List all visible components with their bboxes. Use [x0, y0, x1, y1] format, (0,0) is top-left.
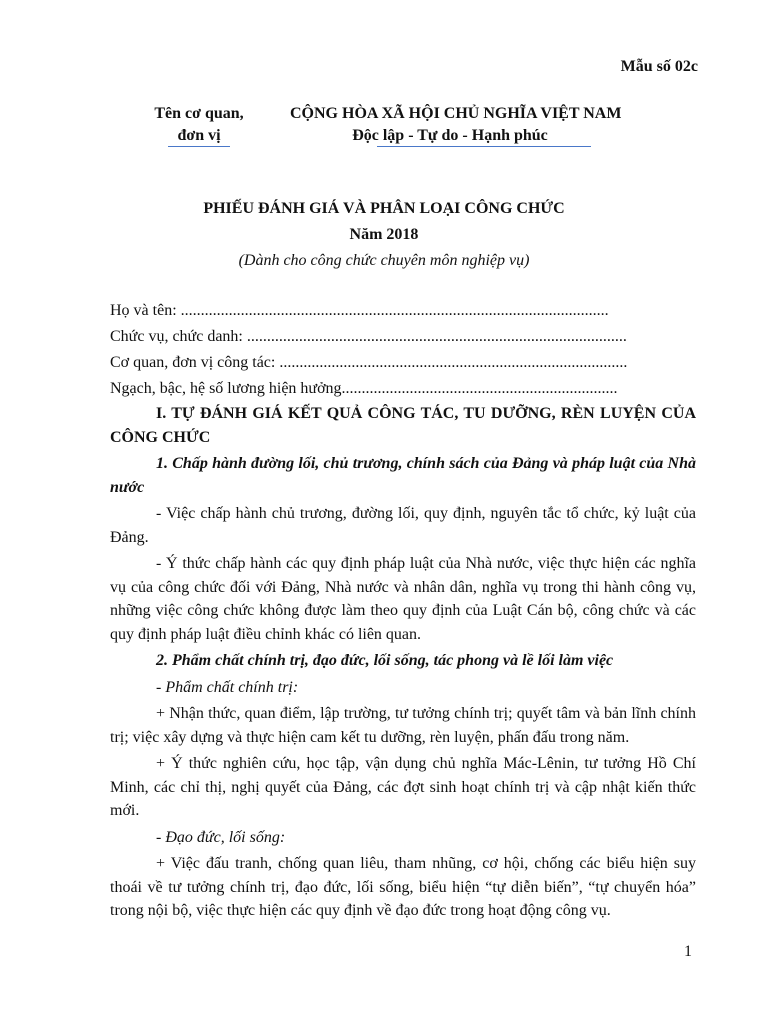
- section1-heading: I. TỰ ĐÁNH GIÁ KẾT QUẢ CÔNG TÁC, TU DƯỠNG, RÈN LUYỆN CỦA CÔNG CHỨC: [110, 405, 696, 446]
- item1-heading: 1. Chấp hành đường lối, chủ trương, chính sách của Đảng và pháp luật của Nhà nước: [110, 455, 696, 496]
- item2-heading: 2. Phẩm chất chính trị, đạo đức, lối sống, tác phong và lề lối làm việc: [156, 652, 614, 669]
- org-line-1: Tên cơ quan,: [154, 105, 244, 122]
- nation-motto: Độc lập - Tự do - Hạnh phúc: [352, 127, 548, 144]
- field-position: Chức vụ, chức danh: ...............................................................................................: [110, 328, 627, 345]
- page-number: 1: [684, 943, 692, 960]
- title-subtitle: (Dành cho công chức chuyên môn nghiệp vụ): [238, 252, 530, 269]
- title-year: Năm 2018: [349, 226, 419, 243]
- field-full-name: Họ và tên: ...........................................................................................................: [110, 302, 609, 319]
- organization-name: [130, 103, 268, 148]
- item2-paragraph-3: + Việc đấu tranh, chống quan liêu, tham nhũng, cơ hội, chống các biểu hiện suy thoái về tư tưởng chính trị, đạo đức, lối sống, biểu hiện “tự diễn biến”, “tự chuyển hóa” trong nội bộ, việc thực hiện các quy định về đạo đức trong hoạt động công vụ.: [110, 855, 696, 919]
- nation-name: CỘNG HÒA XÃ HỘI CHỦ NGHĨA VIỆT NAM: [290, 105, 622, 122]
- item2-paragraph-1: + Nhận thức, quan điểm, lập trường, tư tưởng chính trị; quyết tâm và bản lĩnh chính trị; việc xây dựng và thực hiện cam kết tu dưỡng, rèn luyện, phấn đấu trong năm.: [110, 705, 696, 746]
- item2-paragraph-2: + Ý thức nghiên cứu, học tập, vận dụng chủ nghĩa Mác-Lênin, tư tưởng Hồ Chí Minh, các chỉ thị, nghị quyết của Đảng, các đợt sinh hoạt chính trị và cập nhật kiến thức mới.: [110, 755, 696, 819]
- field-salary-grade: Ngạch, bậc, hệ số lương hiện hưởng.....................................................................: [110, 380, 618, 397]
- item1-paragraph-1: - Việc chấp hành chủ trương, đường lối, quy định, nguyên tắc tổ chức, kỷ luật của Đảng.: [110, 505, 696, 546]
- field-agency: Cơ quan, đơn vị công tác: .......................................................................................: [110, 354, 628, 371]
- title-main: PHIẾU ĐÁNH GIÁ VÀ PHÂN LOẠI CÔNG CHỨC: [203, 200, 565, 217]
- item2-subheading-1: - Phẩm chất chính trị:: [156, 678, 299, 696]
- document-title: [0, 196, 768, 274]
- item1-paragraph-2: - Ý thức chấp hành các quy định pháp luật của Nhà nước, việc thực hiện các nghĩa vụ của công chức đối với Đảng, Nhà nước và nhân dân, nghĩa vụ trong thi hành công vụ, những việc công chức không được làm theo quy định của Luật Cán bộ, công chức và các quy định pháp luật điều chỉnh khác có liên quan.: [110, 555, 696, 643]
- item2-subheading-2: - Đạo đức, lối sống:: [156, 828, 286, 846]
- motto-underline: [377, 146, 591, 147]
- form-code: Mẫu số 02c: [620, 58, 698, 75]
- org-underline: [168, 146, 230, 147]
- org-line-2: đơn vị: [177, 127, 221, 144]
- national-heading: [290, 103, 622, 147]
- document-body: [110, 402, 696, 923]
